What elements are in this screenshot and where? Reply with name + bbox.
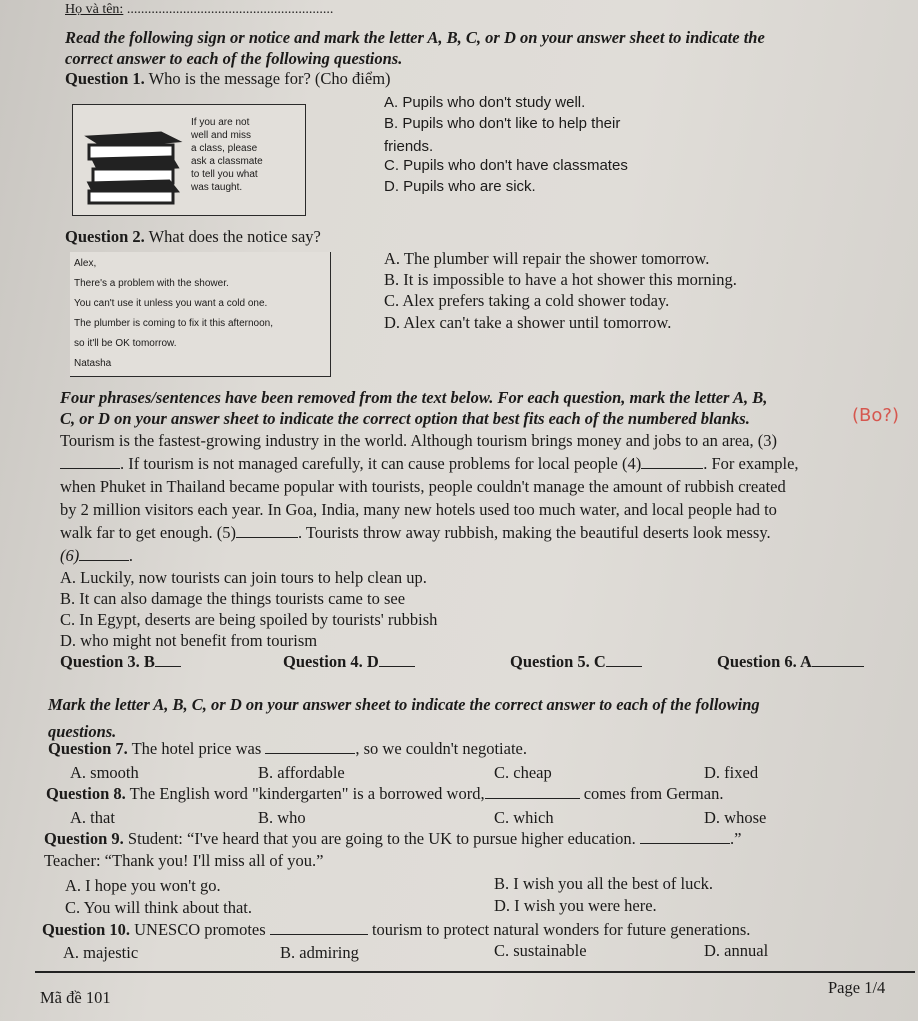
books-icon <box>81 127 191 207</box>
handwritten-note: (Bo?) <box>852 405 899 426</box>
question-9: Question 9. Student: “I've heard that you are going to the UK to pursue higher education. .” <box>44 829 742 848</box>
section2-option-b: B. It can also damage the things tourists came to see <box>60 589 406 608</box>
q1-option-a: A. Pupils who don't study well. <box>384 94 586 111</box>
notice-line: The plumber is coming to fix it this afternoon, <box>74 318 273 329</box>
section2-instruction-cont: C, or D on your answer sheet to indicate the correct option that best fits each of the numbered blanks. <box>60 409 750 428</box>
question-8: Question 8. The English word "kindergarten" is a borrowed word, comes from German. <box>46 784 724 803</box>
passage-line: by 2 million visitors each year. In Goa, India, many new hotels used too much water, and local people had to <box>60 500 777 519</box>
notice-line: Natasha <box>74 358 112 369</box>
q9-option-d: D. I wish you were here. <box>494 896 657 915</box>
sign-line: well and miss <box>191 130 252 141</box>
q10-option-a: A. majestic <box>63 943 139 962</box>
section2-option-a: A. Luckily, now tourists can join tours to help clean up. <box>60 568 427 587</box>
q10-option-c: C. sustainable <box>494 941 587 960</box>
question-label: Question 1. <box>65 69 145 88</box>
q1-option-c: C. Pupils who don't have classmates <box>384 157 628 174</box>
section2-option-d: D. who might not benefit from tourism <box>60 631 318 650</box>
answer-q4: Question 4. D <box>283 652 415 672</box>
section2-instruction: Four phrases/sentences have been removed from the text below. For each question, mark the letter A, B, <box>60 388 768 407</box>
q2-option-d: D. Alex can't take a shower until tomorrow. <box>384 313 672 332</box>
question-7: Question 7. The hotel price was , so we couldn't negotiate. <box>48 739 527 758</box>
q1-option-b-cont: friends. <box>384 138 434 155</box>
notice-line: Alex, <box>74 258 97 269</box>
name-label: Họ và tên: <box>65 2 124 17</box>
sign-line: was taught. <box>191 182 243 193</box>
q2-option-b: B. It is impossible to have a hot shower this morning. <box>384 270 737 289</box>
question-text: Who is the message for? (Cho điểm) <box>148 69 391 88</box>
passage-line: Tourism is the fastest-growing industry in the world. Although tourism brings money and jobs to an area, (3) <box>60 431 777 450</box>
q1-option-d: D. Pupils who are sick. <box>384 178 536 195</box>
section2-option-c: C. In Egypt, deserts are being spoiled by tourists' rubbish <box>60 610 438 629</box>
answer-q3: Question 3. B <box>60 652 181 672</box>
section3-instruction: Mark the letter A, B, C, or D on your answer sheet to indicate the correct answer to each of the following <box>48 695 760 714</box>
footer-divider <box>35 971 915 973</box>
section3-instruction-cont: questions. <box>48 722 117 741</box>
q8-option-d: D. whose <box>704 808 767 827</box>
q9-option-b: B. I wish you all the best of luck. <box>494 874 714 893</box>
q9-teacher-line: Teacher: “Thank you! I'll miss all of you.” <box>44 851 324 870</box>
notice-line: There's a problem with the shower. <box>74 278 229 289</box>
page-number: Page 1/4 <box>828 978 886 997</box>
question-10: Question 10. UNESCO promotes tourism to protect natural wonders for future generations. <box>42 920 751 939</box>
q9-option-a: A. I hope you won't go. <box>65 876 221 895</box>
question-text: What does the notice say? <box>148 227 321 246</box>
q7-option-c: C. cheap <box>494 763 552 782</box>
q8-option-c: C. which <box>494 808 554 827</box>
exam-code: Mã đề 101 <box>40 988 111 1007</box>
passage-line: (6) . <box>60 546 134 565</box>
name-value: ........................................................... <box>126 2 334 17</box>
q7-option-d: D. fixed <box>704 763 759 782</box>
question-1 <box>65 69 391 89</box>
answer-q6: Question 6. A <box>717 652 864 672</box>
sign-line: If you are not <box>191 117 250 128</box>
sign-image <box>72 104 306 216</box>
q10-option-d: D. annual <box>704 941 769 960</box>
question-label: Question 2. <box>65 227 145 246</box>
sign-line: to tell you what <box>191 169 258 180</box>
passage-line: walk far to get enough. (5) . Tourists throw away rubbish, making the beautiful deserts look messy. <box>60 523 771 542</box>
q7-option-a: A. smooth <box>70 763 139 782</box>
question-2 <box>65 227 321 247</box>
section1-instruction-cont: correct answer to each of the following questions. <box>65 49 403 68</box>
q7-option-b: B. affordable <box>258 763 345 782</box>
sign-line: ask a classmate <box>191 156 263 167</box>
q8-option-b: B. who <box>258 808 306 827</box>
answer-q5: Question 5. C <box>510 652 642 672</box>
q1-option-b: B. Pupils who don't like to help their <box>384 115 621 132</box>
q10-option-b: B. admiring <box>280 943 359 962</box>
q2-option-c: C. Alex prefers taking a cold shower today. <box>384 291 670 310</box>
q2-option-a: A. The plumber will repair the shower tomorrow. <box>384 249 710 268</box>
sign-line: a class, please <box>191 143 258 154</box>
q9-option-c: C. You will think about that. <box>65 898 253 917</box>
notice-image <box>70 252 331 377</box>
name-field <box>65 0 333 20</box>
notice-line: You can't use it unless you want a cold one. <box>74 298 268 309</box>
passage-line: when Phuket in Thailand became popular with tourists, people couldn't manage the amount of rubbish created <box>60 477 786 496</box>
section1-instruction: Read the following sign or notice and mark the letter A, B, C, or D on your answer sheet to indicate the <box>65 28 765 47</box>
q8-option-a: A. that <box>70 808 115 827</box>
passage-line: . If tourism is not managed carefully, it can cause problems for local people (4) . For example, <box>60 454 799 474</box>
notice-line: so it'll be OK tomorrow. <box>74 338 177 349</box>
